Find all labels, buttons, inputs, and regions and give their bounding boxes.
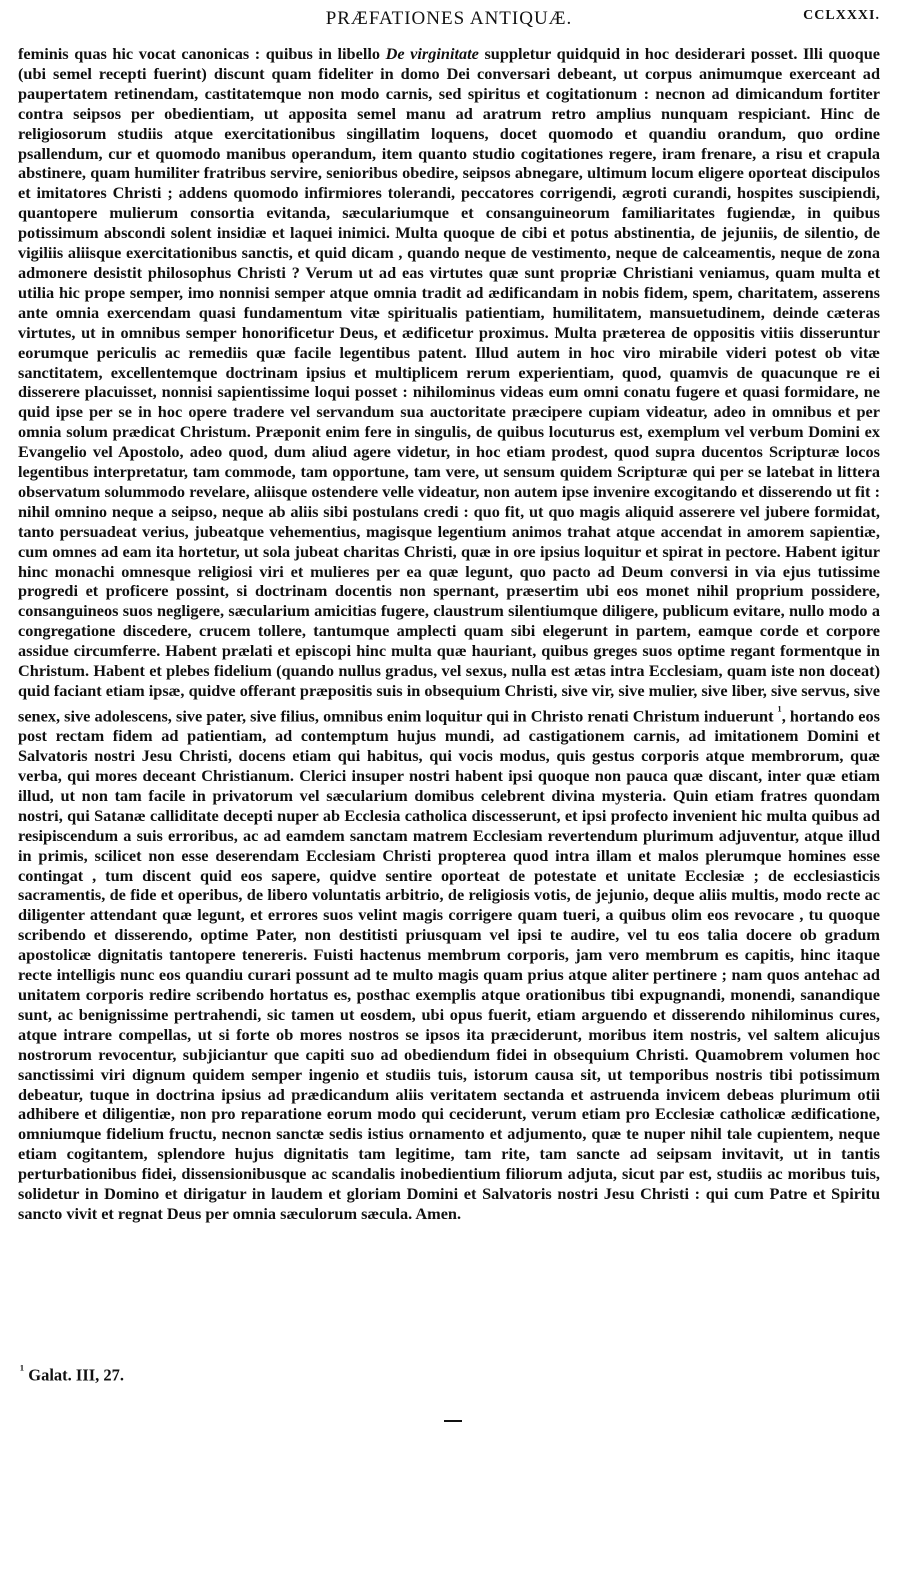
main-text: [18, 44, 880, 1224]
text-part-1: feminis quas hic vocat canonicas : quibus in libello: [18, 44, 386, 63]
end-rule: [444, 1420, 462, 1422]
footnote: [20, 1362, 124, 1386]
book-title: De virginitate: [385, 44, 479, 63]
footnote-reference: ¹: [777, 702, 782, 718]
running-title: PRÆFATIONES ANTIQUÆ.: [325, 8, 573, 29]
page-number: CCLXXXI.: [803, 8, 880, 23]
footnote-text: Galat. III, 27.: [24, 1365, 125, 1385]
page-header: [18, 2, 880, 34]
footnote-marker: ¹: [20, 1362, 25, 1377]
text-part-2: suppletur quidquid in hoc desiderari posset. Illi quoque (ubi semel recepti fuerint) discunt quam fideliter in domo Dei conversari debeant, ut corpus animumque exerceant ad paupertatem retinendam, castitatemque non modo carnis, sed spiritus et cogitationum : necnon ad dimicandum fortiter contra seipsos per obedientiam, ut apposita semel manu ad aratrum retro amplius nunquam respiciant. Hinc de religiosorum studiis atque exercitationibus singillatim loquens, docet quomodo et quandiu orandum, quo ordine psallendum, cur et quomodo manibus operandum, item quanto studio cogitationes regere, iram frenare, a risu et crapula abstinere, quam humiliter fratribus servire, senioribus obedire, seipsos abnegare, ultimum locum eligere oporteat discipulos et imitatores Christi ; addens quomodo infirmiores tolerandi, peccatores corrigendi, ægroti curandi, hospites suscipiendi, quantopere mulierum consortia evitanda, sæculariumque et consanguineorum familiaritates fugiendæ, in quibus potissimum abscondi solent insidiæ et laquei inimici. Multa quoque de cibi et potus abstinentia, de jejuniis, de silentio, de vigiliis aliisque exercitationibus sanctis, et quid dicam , quando neque de vestimento, neque de calceamentis, neque de zona admonere desistit philosophus Christi ? Verum ut ad eas virtutes quæ sunt propriæ Christiani veniamus, quam multa et utilia hic prope semper, imo nonnisi semper atque omnia tradit ad ædificandam in nobis fidem, spem, charitatem, asserens ante omnia exercendam quasi fundamentum vitæ spiritualis patientiam, humilitatem, mansuetudinem, deinde cæteras virtutes, ut in omnibus semper honorificetur Deus, et ædificetur proximus. Multa præterea de oppositis vitiis disseruntur eorumque periculis ac remediis quæ facile legentibus patent. Illud autem in hoc viro mirabile videri potest ob vitæ sanctitatem, excellentemque doctrinam ipsius et multiplicem rerum experientiam, quod, quamvis de quacunque re ei disserere placuisset, nonnisi sapientissime loqui posset : nihilominus videas eum omni conatu fugere et quasi formidare, ne quid ipse per se in hoc opere tradere vel servandum sua auctoritate præcipere cupiam videatur, adeo in omnibus et per omnia solum prædicat Christum. Præponit enim fere in singulis, de quibus locuturus est, exemplum vel verbum Domini ex Evangelio vel Apostolo, adeo quod, dum aliud agere videtur, in hoc etiam prodest, quod supra ducentos Scripturæ locos legentibus interpretatur, tam commode, tam opportune, tam vere, ut sensum quidem Scripturæ qui per se latebat in littera observatum solummodo revelare, aliisque ostendere velle videatur, non autem ipse invenire excogitando et disserendo ut fit : nihil omnino neque a seipso, neque ab aliis sibi postulans credi : quo fit, ut quo magis aliquid asserere vel jubere formidat, tanto persuadeat verius, jubeatque vehementius, magisque legentium animos trahat atque accendat in amorem sapientiæ, cum omnes ad eam ita hortetur, ut sola jubeat charitas Christi, quæ in ore ipsius loquitur et spirat in pectore. Habent igitur hinc monachi omnesque religiosi viri et mulieres per ea quæ legunt, quo pacto ad Deum conversi in via ejus tutissime progredi et proficere possint, si doctrinam docentis non spernant, præsertim ubi eos monet nihil proprium possidere, consanguineos suos negligere, sæcularium amicitias fugere, claustrum silentiumque diligere, publicum evitare, nullo modo a congregatione discedere, crucem tollere, tantumque amplecti quam sibi elegerunt in partem, eamque corde et corpore assidue circumferre. Habent prælati et episcopi hinc multa quæ hauriant, quibus greges suos optime regant formentque in Christum. Habent et plebes fidelium (quando nullus gradus, vel sexus, nulla est ætas intra Ecclesiam, quam iste non doceat) quid faciant etiam ipsæ, quidve offerant præpositis suis in obsequium Christi, sive vir, sive mulier, sive liber, sive servus, sive senex, sive adolescens, sive pater, sive filius, omnibus enim loquitur qui in Christo renati Christum induerunt: [18, 44, 881, 726]
text-part-3: , hortando eos post rectam fidem ad patientiam, ad contemptum hujus mundi, ad castigationem carnis, ad imitationem Domini et Salvatoris nostri Jesu Christi, docens etiam qui habitus, qui vocis modus, quis gestus corporis atque membrorum, quæ verba, qui mores deceant Christianum. Clerici insuper nostri habent ipsi quoque non pauca quæ discant, inter quæ etiam illud, ut non tam facile in privatorum vel sæcularium domibus celebrent divina mysteria. Quin etiam fratres quondam nostri, qui Satanæ calliditate decepti nuper ab Ecclesia catholica discesserunt, et ipsi profecto invenient hic multa quibus ad resipiscendum a suis erroribus, ac ad eamdem sanctam matrem Ecclesiam revertendum plurimum adjuventur, atque illud in primis, scilicet non esse deserendam Ecclesiam Christi propterea quod intra illam et malos plerumque homines esse contingat , tum discent quid eos sapere, quidve sentire oporteat de potestate et unitate Ecclesiæ ; de ecclesiasticis sacramentis, de fide et operibus, de libero voluntatis arbitrio, de religiosis votis, de jejunio, deque aliis multis, modo recte ac diligenter attendant quæ legunt, et errores suos velint magis corrigere quam tueri, a quibus olim eos revocare , tu quoque scribendo et disserendo, optime Pater, non destitisti priusquam vel ipsi te audire, vel tu eos talia docere ob gradum apostolicæ dignitatis tantopere tenereris. Fuisti hactenus membrum corporis, jam vero membrum es capitis, hinc itaque recte intelligis nunc eos quandiu curari possunt ad te multo magis quam prius atque aliter pertinere ; nam quos antehac ad unitatem corporis redire scribendo hortatus es, posthac exemplis atque orationibus tibi expugnandi, monendi, sanandique sunt, ac benignissime pertrahendi, sic tamen ut eosdem, ubi opus fuerit, etiam arguendo et disserendo nihilominus cures, atque intrare compellas, ut si forte ob mores nostros se ipsos ita præciderunt, moribus item nostris, vel saltem alicujus nostrorum revocentur, subjiciantur que capiti suo ad obediendum fidei in obsequium Christi. Quamobrem volumen hoc sanctissimi viri dignum quidem semper ingenio et studiis tuis, istorum causa sit, ut temporibus nostris tibi potissimum debeatur, tuque in doctrina ipsius ad prædicandum aliis veritatem sectanda et astruenda invicem debeas plurimum otii adhibere et diligentiæ, non pro reparatione eorum modo qui ceciderunt, verum etiam pro Ecclesiæ catholicæ ædificatione, omniumque fidelium fructu, necnon sanctæ sedis istius ornamento et adjumento, quæ te nuper nihil tale cupientem, neque etiam cogitantem, splendore hujus dignitatis tam legitime, tam rite, tam sancte ad seipsam invitavit, ut in tantis perturbationibus fidei, dissensionibusque ac scandalis inobedientium filiorum adjuta, sicut par est, studiis ac moribus tuis, solidetur in Domino et dirigatur in laudem et gloriam Domini et Salvatoris nostri Jesu Christi : qui cum Patre et Spiritu sancto vivit et regnat Deus per omnia sæculorum sæcula. Amen.: [18, 706, 880, 1223]
